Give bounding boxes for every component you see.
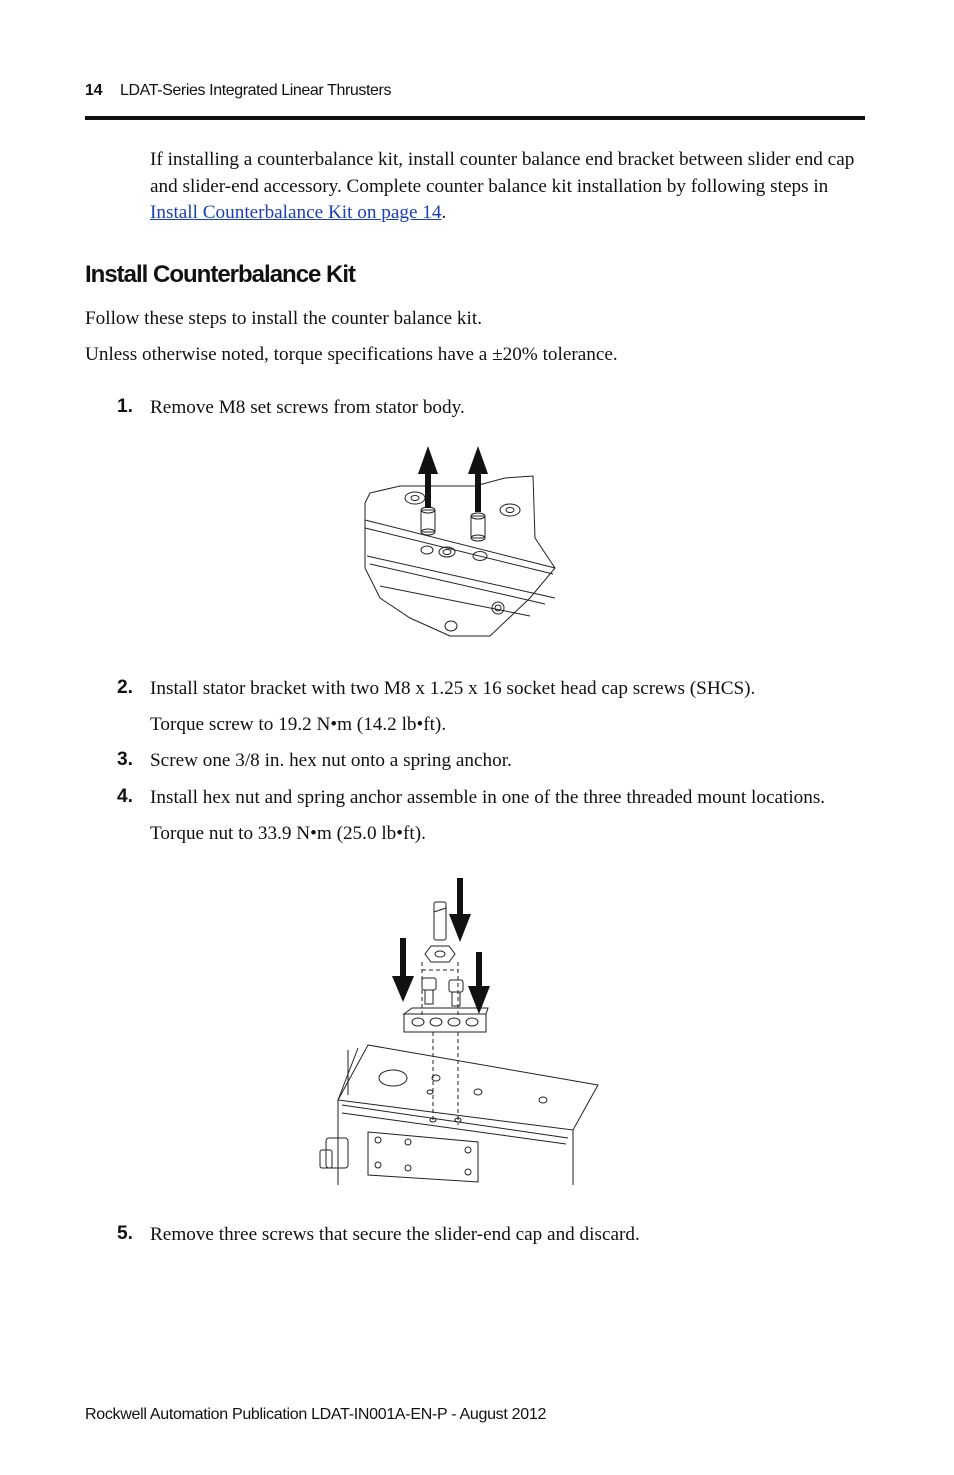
step-text-3: Screw one 3/8 in. hex nut onto a spring anchor. (150, 750, 512, 771)
step-text-5: Remove three screws that secure the slider-end cap and discard. (150, 1224, 640, 1245)
intro-text-end: . (441, 202, 447, 223)
step-text-2: Install stator bracket with two M8 x 1.25 x 16 socket head cap screws (SHCS). (150, 678, 756, 699)
section-title: Install Counterbalance Kit (85, 261, 356, 288)
intro-text: If installing a counterbalance kit, install counter balance end bracket between slider end cap and slider-end accessory. Complete counter balance kit installation by following steps in (150, 149, 855, 197)
step-number-1: 1. (117, 396, 134, 417)
page-footer: Rockwell Automation Publication LDAT-IN001A-EN-P - August 2012 (85, 1406, 547, 1423)
step-note-2: Torque screw to 19.2 N•m (14.2 lb•ft). (150, 714, 447, 735)
step-number-5: 5. (117, 1223, 134, 1244)
section-paragraph-2: Unless otherwise noted, torque specifications have a ±20% tolerance. (85, 344, 618, 365)
running-title: LDAT-Series Integrated Linear Thrusters (120, 82, 392, 99)
header-rule (85, 116, 865, 120)
step-number-4: 4. (117, 786, 134, 807)
install-counterbalance-link[interactable]: Install Counterbalance Kit on page 14 (150, 202, 442, 223)
step-note-4: Torque nut to 33.9 N•m (25.0 lb•ft). (150, 823, 426, 844)
page-header (85, 82, 865, 108)
step-text-1: Remove M8 set screws from stator body. (150, 397, 465, 418)
step-number-2: 2. (117, 677, 134, 698)
intro-paragraph (150, 147, 865, 227)
step-number-3: 3. (117, 749, 134, 770)
step-text-4: Install hex nut and spring anchor assemble in one of the three threaded mount locations. (150, 787, 826, 808)
section-paragraph-1: Follow these steps to install the counter balance kit. (85, 308, 482, 329)
figure-remove-set-screws (355, 438, 565, 643)
page-number: 14 (85, 82, 103, 99)
figure-install-stator-bracket (318, 870, 613, 1190)
